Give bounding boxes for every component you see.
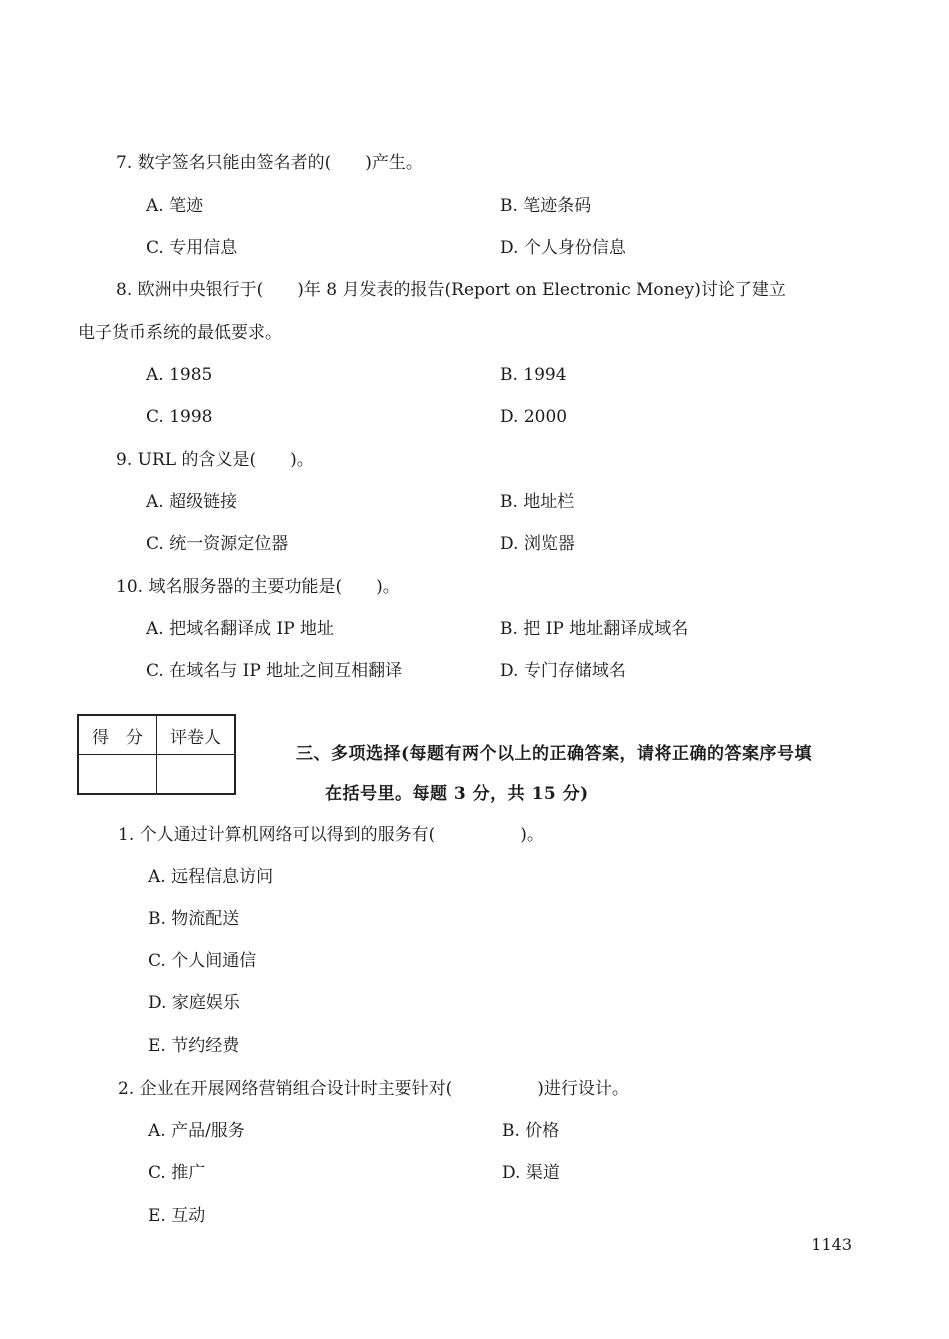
m2-option-e: E. 互动 — [148, 1206, 206, 1226]
q8-option-c: C. 1998 — [146, 407, 213, 427]
score-box — [77, 714, 236, 795]
q9-option-a: A. 超级链接 — [146, 492, 238, 512]
score-header: 得 分 — [78, 715, 157, 755]
q7-option-d: D. 个人身份信息 — [500, 238, 626, 258]
section-title-line2: 在括号里。每题 3 分，共 15 分) — [325, 784, 589, 804]
grader-header: 评卷人 — [157, 715, 236, 755]
q7-option-c: C. 专用信息 — [146, 238, 238, 258]
m1-option-e: E. 节约经费 — [148, 1036, 240, 1056]
m1-option-c: C. 个人间通信 — [148, 951, 257, 971]
q9-option-c: C. 统一资源定位器 — [146, 534, 289, 554]
q9-stem: 9. URL 的含义是( )。 — [116, 450, 314, 470]
m1-option-a: A. 远程信息访问 — [148, 867, 274, 887]
q10-option-c: C. 在域名与 IP 地址之间互相翻译 — [146, 661, 403, 681]
m1-option-d: D. 家庭娱乐 — [148, 993, 240, 1013]
q10-stem: 10. 域名服务器的主要功能是( )。 — [116, 577, 400, 597]
q9-option-d: D. 浏览器 — [500, 534, 575, 554]
m2-option-a: A. 产品/服务 — [148, 1121, 245, 1141]
m1-option-b: B. 物流配送 — [148, 909, 240, 929]
m1-stem: 1. 个人通过计算机网络可以得到的服务有( )。 — [118, 825, 544, 845]
score-cell[interactable] — [78, 755, 157, 795]
q7-option-b: B. 笔迹条码 — [500, 196, 592, 216]
q9-option-b: B. 地址栏 — [500, 492, 575, 512]
q10-option-d: D. 专门存储域名 — [500, 661, 626, 681]
m2-option-b: B. 价格 — [502, 1121, 560, 1141]
grader-cell[interactable] — [157, 755, 236, 795]
q10-option-b: B. 把 IP 地址翻译成域名 — [500, 619, 689, 639]
q10-option-a: A. 把域名翻译成 IP 地址 — [146, 619, 335, 639]
q7-stem: 7. 数字签名只能由签名者的( )产生。 — [116, 153, 423, 173]
q8-option-b: B. 1994 — [500, 365, 567, 385]
q8-stem: 8. 欧洲中央银行于( )年 8 月发表的报告(Report on Electronic Money)讨论了建立 — [116, 280, 786, 300]
m2-option-c: C. 推广 — [148, 1163, 206, 1183]
q8-option-d: D. 2000 — [500, 407, 568, 427]
page-number: 1143 — [811, 1235, 852, 1254]
section-title-line1: 三、多项选择(每题有两个以上的正确答案，请将正确的答案序号填 — [296, 744, 813, 764]
q8-stem-continued: 电子货币系统的最低要求。 — [78, 323, 282, 343]
q7-option-a: A. 笔迹 — [146, 196, 204, 216]
q8-option-a: A. 1985 — [146, 365, 213, 385]
m2-option-d: D. 渠道 — [502, 1163, 560, 1183]
m2-stem: 2. 企业在开展网络营销组合设计时主要针对( )进行设计。 — [118, 1079, 629, 1099]
